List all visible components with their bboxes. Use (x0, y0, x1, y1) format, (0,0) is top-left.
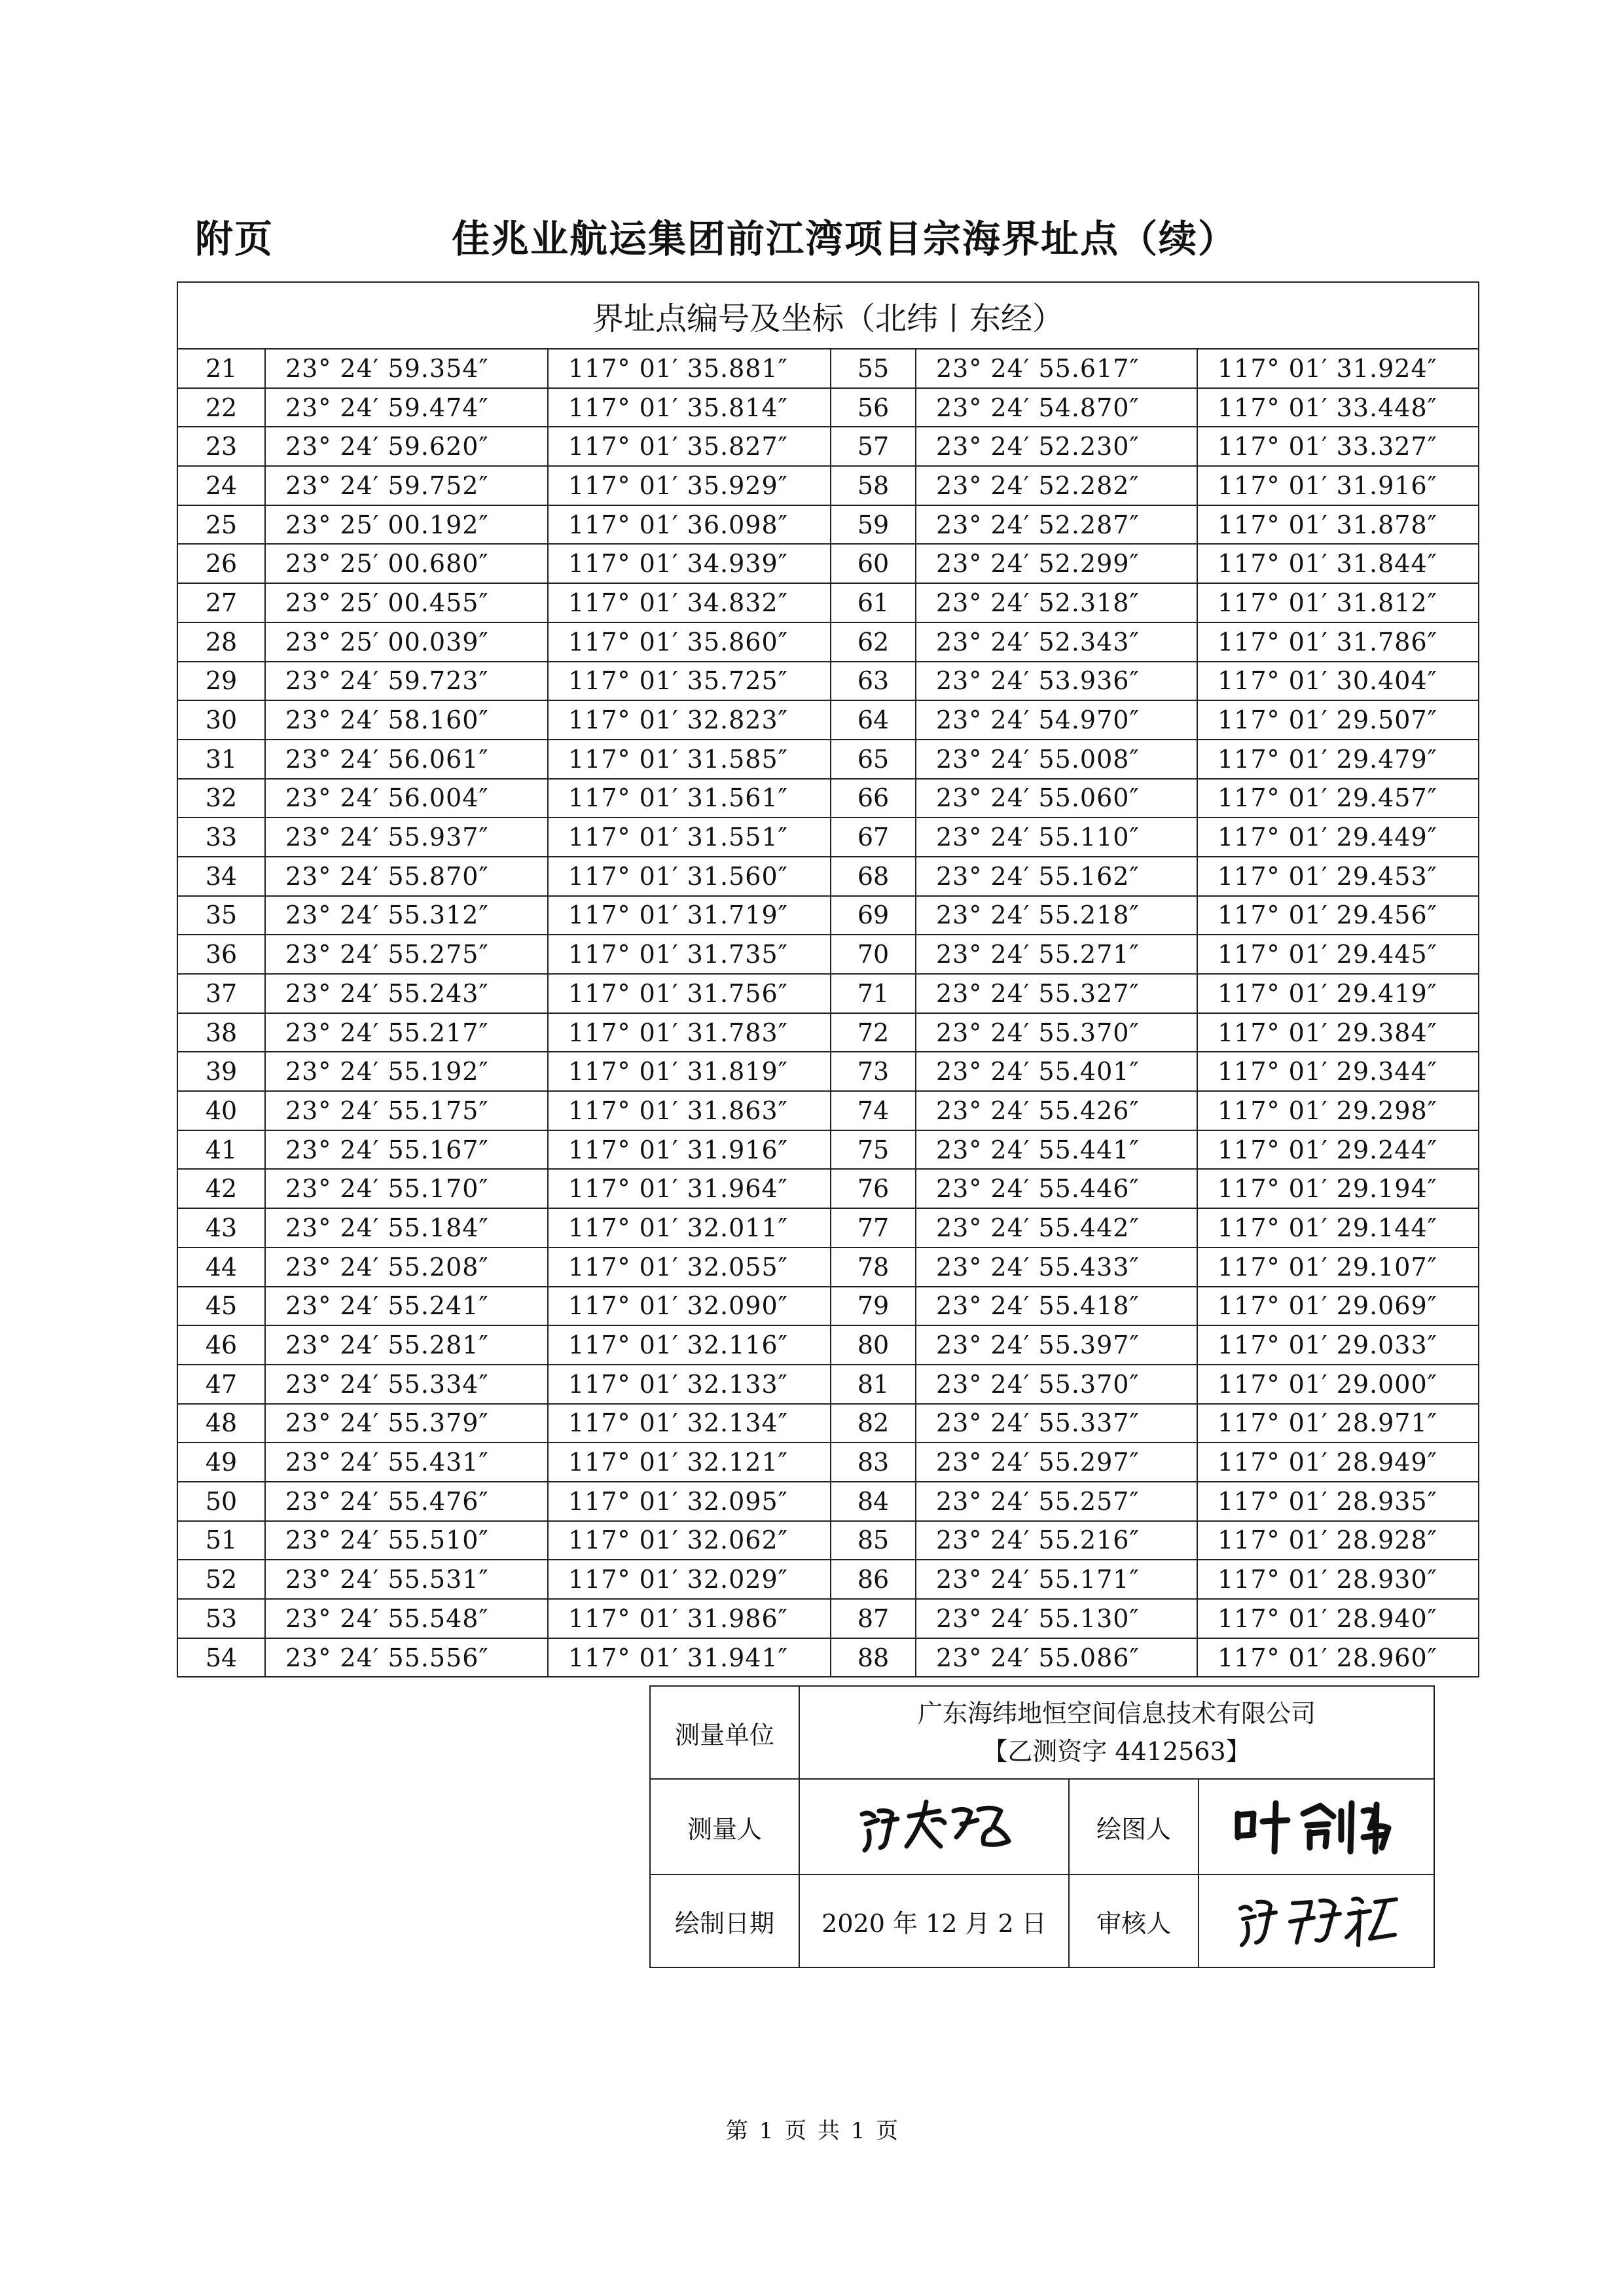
point-number: 43 (177, 1208, 265, 1247)
table-row (177, 935, 1479, 974)
latitude: 23° 24′ 52.299″ (916, 544, 1197, 583)
longitude: 117° 01′ 35.860″ (548, 622, 831, 662)
longitude: 117° 01′ 31.786″ (1197, 622, 1479, 662)
footer-total-pages: 1 (850, 2118, 865, 2144)
longitude: 117° 01′ 29.298″ (1197, 1091, 1479, 1130)
longitude: 117° 01′ 31.941″ (548, 1638, 831, 1677)
point-number: 83 (831, 1443, 916, 1482)
point-number: 64 (831, 700, 916, 740)
table-row (177, 466, 1479, 505)
table-row (177, 1365, 1479, 1404)
point-number: 31 (177, 740, 265, 779)
latitude: 23° 24′ 52.230″ (916, 427, 1197, 466)
latitude: 23° 24′ 55.217″ (265, 1013, 548, 1052)
longitude: 117° 01′ 34.939″ (548, 544, 831, 583)
longitude: 117° 01′ 31.924″ (1197, 349, 1479, 388)
latitude: 23° 24′ 54.870″ (916, 388, 1197, 427)
point-number: 69 (831, 896, 916, 935)
table-row (177, 1052, 1479, 1091)
latitude: 23° 24′ 55.531″ (265, 1560, 548, 1599)
longitude: 117° 01′ 29.479″ (1197, 740, 1479, 779)
longitude: 117° 01′ 32.029″ (548, 1560, 831, 1599)
longitude: 117° 01′ 29.144″ (1197, 1208, 1479, 1247)
longitude: 117° 01′ 29.033″ (1197, 1325, 1479, 1365)
table-row (177, 583, 1479, 622)
point-number: 58 (831, 466, 916, 505)
point-number: 77 (831, 1208, 916, 1247)
latitude: 23° 24′ 55.130″ (916, 1599, 1197, 1638)
point-number: 38 (177, 1013, 265, 1052)
latitude: 23° 24′ 55.379″ (265, 1404, 548, 1443)
longitude: 117° 01′ 31.916″ (1197, 466, 1479, 505)
latitude: 23° 25′ 00.039″ (265, 622, 548, 662)
latitude: 23° 24′ 55.297″ (916, 1443, 1197, 1482)
point-number: 71 (831, 974, 916, 1013)
table-row (177, 1560, 1479, 1599)
longitude: 117° 01′ 32.121″ (548, 1443, 831, 1482)
longitude: 117° 01′ 31.964″ (548, 1169, 831, 1208)
longitude: 117° 01′ 30.404″ (1197, 662, 1479, 701)
longitude: 117° 01′ 32.133″ (548, 1365, 831, 1404)
latitude: 23° 24′ 55.312″ (265, 896, 548, 935)
table-row (177, 700, 1479, 740)
latitude: 23° 24′ 55.476″ (265, 1482, 548, 1521)
longitude: 117° 01′ 31.986″ (548, 1599, 831, 1638)
point-number: 47 (177, 1365, 265, 1404)
longitude: 117° 01′ 31.756″ (548, 974, 831, 1013)
point-number: 75 (831, 1130, 916, 1170)
boundary-points-table (177, 281, 1479, 1677)
latitude: 23° 24′ 55.510″ (265, 1521, 548, 1560)
table-row (177, 1130, 1479, 1170)
point-number: 29 (177, 662, 265, 701)
latitude: 23° 24′ 55.281″ (265, 1325, 548, 1365)
longitude: 117° 01′ 28.928″ (1197, 1521, 1479, 1560)
point-number: 88 (831, 1638, 916, 1677)
point-number: 62 (831, 622, 916, 662)
latitude: 23° 24′ 55.216″ (916, 1521, 1197, 1560)
date-label: 绘制日期 (650, 1874, 799, 1967)
signoff-table (649, 1685, 1435, 1968)
table-row (177, 544, 1479, 583)
point-number: 48 (177, 1404, 265, 1443)
table-row (177, 622, 1479, 662)
longitude: 117° 01′ 32.095″ (548, 1482, 831, 1521)
latitude: 23° 24′ 55.431″ (265, 1443, 548, 1482)
longitude: 117° 01′ 32.062″ (548, 1521, 831, 1560)
point-number: 67 (831, 817, 916, 857)
longitude: 117° 01′ 28.940″ (1197, 1599, 1479, 1638)
point-number: 34 (177, 857, 265, 896)
latitude: 23° 24′ 55.870″ (265, 857, 548, 896)
latitude: 23° 24′ 55.548″ (265, 1599, 548, 1638)
longitude: 117° 01′ 32.055″ (548, 1247, 831, 1287)
latitude: 23° 25′ 00.680″ (265, 544, 548, 583)
longitude: 117° 01′ 35.814″ (548, 388, 831, 427)
table-row (177, 1169, 1479, 1208)
point-number: 86 (831, 1560, 916, 1599)
table-row (177, 1638, 1479, 1677)
point-number: 80 (831, 1325, 916, 1365)
table-row (177, 896, 1479, 935)
footer-page-number: 1 (759, 2118, 774, 2144)
point-number: 45 (177, 1287, 265, 1326)
point-number: 82 (831, 1404, 916, 1443)
table-row (177, 388, 1479, 427)
point-number: 74 (831, 1091, 916, 1130)
point-number: 81 (831, 1365, 916, 1404)
point-number: 78 (831, 1247, 916, 1287)
point-number: 70 (831, 935, 916, 974)
longitude: 117° 01′ 29.069″ (1197, 1287, 1479, 1326)
point-number: 30 (177, 700, 265, 740)
longitude: 117° 01′ 32.134″ (548, 1404, 831, 1443)
longitude: 117° 01′ 28.930″ (1197, 1560, 1479, 1599)
page-footer (0, 2113, 1624, 2145)
page-heading (0, 208, 1624, 267)
latitude: 23° 24′ 59.620″ (265, 427, 548, 466)
longitude: 117° 01′ 31.878″ (1197, 505, 1479, 545)
point-number: 52 (177, 1560, 265, 1599)
latitude: 23° 24′ 55.418″ (916, 1287, 1197, 1326)
latitude: 23° 24′ 55.433″ (916, 1247, 1197, 1287)
longitude: 117° 01′ 31.819″ (548, 1052, 831, 1091)
longitude: 117° 01′ 31.551″ (548, 817, 831, 857)
point-number: 25 (177, 505, 265, 545)
surveyor-label: 测量人 (650, 1779, 799, 1874)
surveyor-row (650, 1779, 1434, 1874)
point-number: 63 (831, 662, 916, 701)
point-number: 55 (831, 349, 916, 388)
longitude: 117° 01′ 29.419″ (1197, 974, 1479, 1013)
footer-word-ye: 页 (784, 2118, 807, 2144)
latitude: 23° 24′ 53.936″ (916, 662, 1197, 701)
point-number: 54 (177, 1638, 265, 1677)
point-number: 41 (177, 1130, 265, 1170)
table-row (177, 1404, 1479, 1443)
longitude: 117° 01′ 29.445″ (1197, 935, 1479, 974)
longitude: 117° 01′ 31.735″ (548, 935, 831, 974)
latitude: 23° 24′ 55.556″ (265, 1638, 548, 1677)
longitude: 117° 01′ 29.453″ (1197, 857, 1479, 896)
point-number: 24 (177, 466, 265, 505)
latitude: 23° 24′ 55.275″ (265, 935, 548, 974)
latitude: 23° 24′ 55.370″ (916, 1365, 1197, 1404)
point-number: 79 (831, 1287, 916, 1326)
page-title: 佳兆业航运集团前江湾项目宗海界址点（续） (452, 217, 1238, 261)
survey-unit-name: 广东海纬地恒空间信息技术有限公司 (918, 1699, 1316, 1728)
latitude: 23° 24′ 55.401″ (916, 1052, 1197, 1091)
longitude: 117° 01′ 29.507″ (1197, 700, 1479, 740)
longitude: 117° 01′ 32.823″ (548, 700, 831, 740)
longitude: 117° 01′ 33.448″ (1197, 388, 1479, 427)
table-row (177, 349, 1479, 388)
table-row (177, 1325, 1479, 1365)
longitude: 117° 01′ 29.194″ (1197, 1169, 1479, 1208)
table-row (177, 1443, 1479, 1482)
longitude: 117° 01′ 29.384″ (1197, 1013, 1479, 1052)
latitude: 23° 24′ 55.008″ (916, 740, 1197, 779)
table-caption: 界址点编号及坐标（北纬丨东经） (177, 282, 1479, 349)
reviewer-signature (1199, 1874, 1434, 1967)
point-number: 87 (831, 1599, 916, 1638)
longitude: 117° 01′ 35.929″ (548, 466, 831, 505)
latitude: 23° 24′ 55.327″ (916, 974, 1197, 1013)
survey-unit-cell (799, 1686, 1434, 1779)
latitude: 23° 24′ 59.474″ (265, 388, 548, 427)
longitude: 117° 01′ 29.344″ (1197, 1052, 1479, 1091)
surveyor-signature (799, 1779, 1069, 1874)
point-number: 59 (831, 505, 916, 545)
longitude: 117° 01′ 35.827″ (548, 427, 831, 466)
reviewer-label: 审核人 (1069, 1874, 1199, 1967)
latitude: 23° 24′ 55.937″ (265, 817, 548, 857)
point-number: 56 (831, 388, 916, 427)
longitude: 117° 01′ 28.935″ (1197, 1482, 1479, 1521)
latitude: 23° 24′ 59.752″ (265, 466, 548, 505)
point-number: 61 (831, 583, 916, 622)
longitude: 117° 01′ 29.449″ (1197, 817, 1479, 857)
latitude: 23° 24′ 55.337″ (916, 1404, 1197, 1443)
latitude: 23° 24′ 55.370″ (916, 1013, 1197, 1052)
date-row (650, 1874, 1434, 1967)
latitude: 23° 24′ 54.970″ (916, 700, 1197, 740)
longitude: 117° 01′ 29.000″ (1197, 1365, 1479, 1404)
latitude: 23° 24′ 52.318″ (916, 583, 1197, 622)
latitude: 23° 24′ 55.426″ (916, 1091, 1197, 1130)
longitude: 117° 01′ 31.863″ (548, 1091, 831, 1130)
table-row (177, 1208, 1479, 1247)
latitude: 23° 24′ 55.243″ (265, 974, 548, 1013)
latitude: 23° 24′ 55.397″ (916, 1325, 1197, 1365)
latitude: 23° 24′ 55.170″ (265, 1169, 548, 1208)
reviewer-signature-image (1225, 1882, 1408, 1954)
point-number: 27 (177, 583, 265, 622)
point-number: 65 (831, 740, 916, 779)
latitude: 23° 24′ 55.184″ (265, 1208, 548, 1247)
table-row (177, 779, 1479, 818)
latitude: 23° 24′ 55.271″ (916, 935, 1197, 974)
longitude: 117° 01′ 36.098″ (548, 505, 831, 545)
footer-word-gong: 共 (817, 2118, 840, 2144)
point-number: 60 (831, 544, 916, 583)
surveyor-signature-image (849, 1791, 1019, 1857)
point-number: 66 (831, 779, 916, 818)
point-number: 37 (177, 974, 265, 1013)
latitude: 23° 24′ 52.287″ (916, 505, 1197, 545)
footer-word-di: 第 (725, 2118, 748, 2144)
longitude: 117° 01′ 28.971″ (1197, 1404, 1479, 1443)
point-number: 35 (177, 896, 265, 935)
drafter-label: 绘图人 (1069, 1779, 1199, 1874)
point-number: 42 (177, 1169, 265, 1208)
longitude: 117° 01′ 32.090″ (548, 1287, 831, 1326)
table-row (177, 662, 1479, 701)
latitude: 23° 24′ 55.446″ (916, 1169, 1197, 1208)
longitude: 117° 01′ 31.916″ (548, 1130, 831, 1170)
point-number: 23 (177, 427, 265, 466)
table-row (177, 1521, 1479, 1560)
longitude: 117° 01′ 31.585″ (548, 740, 831, 779)
longitude: 117° 01′ 33.327″ (1197, 427, 1479, 466)
table-row (177, 505, 1479, 545)
point-number: 46 (177, 1325, 265, 1365)
table-row (177, 1247, 1479, 1287)
point-number: 36 (177, 935, 265, 974)
point-number: 44 (177, 1247, 265, 1287)
longitude: 117° 01′ 29.456″ (1197, 896, 1479, 935)
latitude: 23° 24′ 55.175″ (265, 1091, 548, 1130)
longitude: 117° 01′ 28.949″ (1197, 1443, 1479, 1482)
longitude: 117° 01′ 32.116″ (548, 1325, 831, 1365)
latitude: 23° 24′ 55.441″ (916, 1130, 1197, 1170)
point-number: 49 (177, 1443, 265, 1482)
latitude: 23° 24′ 55.162″ (916, 857, 1197, 896)
latitude: 23° 25′ 00.192″ (265, 505, 548, 545)
table-row (177, 857, 1479, 896)
longitude: 117° 01′ 29.457″ (1197, 779, 1479, 818)
latitude: 23° 24′ 55.110″ (916, 817, 1197, 857)
longitude: 117° 01′ 34.832″ (548, 583, 831, 622)
point-number: 85 (831, 1521, 916, 1560)
survey-unit-label: 测量单位 (650, 1686, 799, 1779)
longitude: 117° 01′ 35.725″ (548, 662, 831, 701)
latitude: 23° 24′ 52.282″ (916, 466, 1197, 505)
point-number: 39 (177, 1052, 265, 1091)
table-row (177, 1013, 1479, 1052)
table-caption-row (177, 282, 1479, 349)
point-number: 51 (177, 1521, 265, 1560)
table-row (177, 974, 1479, 1013)
longitude: 117° 01′ 31.844″ (1197, 544, 1479, 583)
point-number: 53 (177, 1599, 265, 1638)
longitude: 117° 01′ 31.719″ (548, 896, 831, 935)
longitude: 117° 01′ 29.244″ (1197, 1130, 1479, 1170)
latitude: 23° 24′ 56.004″ (265, 779, 548, 818)
table-row (177, 817, 1479, 857)
table-row (177, 740, 1479, 779)
table-row (177, 1287, 1479, 1326)
point-number: 68 (831, 857, 916, 896)
point-number: 84 (831, 1482, 916, 1521)
latitude: 23° 24′ 55.167″ (265, 1130, 548, 1170)
longitude: 117° 01′ 29.107″ (1197, 1247, 1479, 1287)
latitude: 23° 24′ 58.160″ (265, 700, 548, 740)
latitude: 23° 24′ 55.086″ (916, 1638, 1197, 1677)
point-number: 26 (177, 544, 265, 583)
latitude: 23° 24′ 59.723″ (265, 662, 548, 701)
latitude: 23° 25′ 00.455″ (265, 583, 548, 622)
point-number: 22 (177, 388, 265, 427)
survey-unit-row (650, 1686, 1434, 1779)
longitude: 117° 01′ 31.812″ (1197, 583, 1479, 622)
point-number: 28 (177, 622, 265, 662)
point-number: 57 (831, 427, 916, 466)
longitude: 117° 01′ 32.011″ (548, 1208, 831, 1247)
latitude: 23° 24′ 55.334″ (265, 1365, 548, 1404)
table-row (177, 1091, 1479, 1130)
date-value: 2020 年 12 月 2 日 (799, 1874, 1069, 1967)
point-number: 21 (177, 349, 265, 388)
latitude: 23° 24′ 55.218″ (916, 896, 1197, 935)
appendix-tag: 附页 (195, 217, 274, 261)
drafter-signature-image (1225, 1791, 1408, 1857)
longitude: 117° 01′ 31.783″ (548, 1013, 831, 1052)
table-row (177, 427, 1479, 466)
survey-unit-cert: 【乙测资字 4412563】 (983, 1737, 1251, 1766)
table-row (177, 1599, 1479, 1638)
footer-word-ye-2: 页 (876, 2118, 899, 2144)
point-number: 40 (177, 1091, 265, 1130)
latitude: 23° 24′ 59.354″ (265, 349, 548, 388)
latitude: 23° 24′ 55.617″ (916, 349, 1197, 388)
longitude: 117° 01′ 35.881″ (548, 349, 831, 388)
point-number: 50 (177, 1482, 265, 1521)
drafter-signature (1199, 1779, 1434, 1874)
latitude: 23° 24′ 55.208″ (265, 1247, 548, 1287)
latitude: 23° 24′ 56.061″ (265, 740, 548, 779)
latitude: 23° 24′ 55.192″ (265, 1052, 548, 1091)
latitude: 23° 24′ 55.171″ (916, 1560, 1197, 1599)
point-number: 32 (177, 779, 265, 818)
longitude: 117° 01′ 28.960″ (1197, 1638, 1479, 1677)
longitude: 117° 01′ 31.561″ (548, 779, 831, 818)
point-number: 33 (177, 817, 265, 857)
latitude: 23° 24′ 55.257″ (916, 1482, 1197, 1521)
latitude: 23° 24′ 55.060″ (916, 779, 1197, 818)
point-number: 76 (831, 1169, 916, 1208)
latitude: 23° 24′ 55.241″ (265, 1287, 548, 1326)
latitude: 23° 24′ 55.442″ (916, 1208, 1197, 1247)
longitude: 117° 01′ 31.560″ (548, 857, 831, 896)
latitude: 23° 24′ 52.343″ (916, 622, 1197, 662)
table-row (177, 1482, 1479, 1521)
point-number: 72 (831, 1013, 916, 1052)
point-number: 73 (831, 1052, 916, 1091)
